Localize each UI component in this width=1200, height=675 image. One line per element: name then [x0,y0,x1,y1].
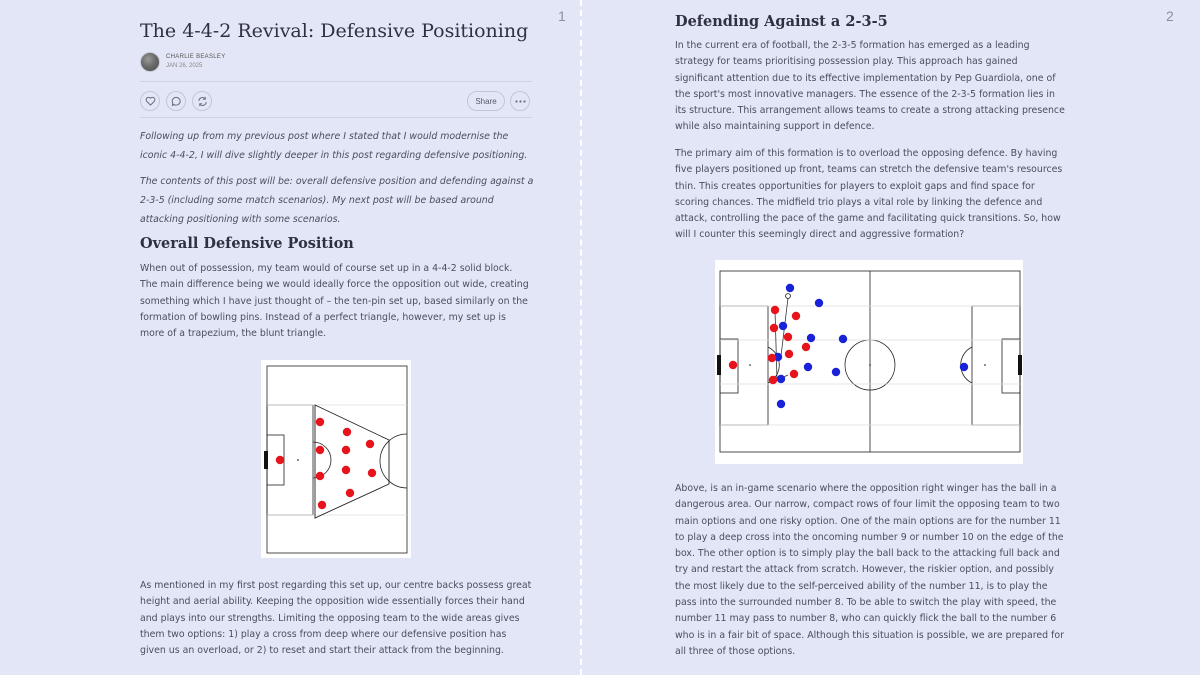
more-button[interactable] [510,91,530,111]
pitch-diagram-442 [261,360,411,558]
player-rst [368,469,376,477]
intro-paragraph-1: Following up from my previous post where I stated that I would modernise the iconic 4-4-2, I will dive slightly deeper in this post regarding defensive positioning. [140,131,528,161]
restack-icon [197,96,208,107]
divider-bottom [140,117,532,118]
player-lst [366,440,374,448]
player-rcm [342,466,350,474]
paragraph-overall-1: When out of possession, my team would of course set up in a 4-4-2 solid block. The main difference being we would ideally force the opposition out wide, creating something which I have just thought of – the ten-pin set up, based similarly on the formation of bowling pins. Instead of a perfect triangle, however, my set up is more of a trapezium, the blunt triangle. [140,263,529,340]
comment-button[interactable] [166,91,186,111]
avatar[interactable] [140,52,160,72]
intro-paragraph-2: The contents of this post will be: overall defensive position and defending against a 2-3-5 (including some match scenarios). My next post will be based around attacking positioning with some scenarios. [140,176,534,225]
like-button[interactable] [140,91,160,111]
paragraph-overall-2: As mentioned in my first post regarding this set up, our centre backs possess great height and aerial ability. Keeping the opposition wide essentially forces their hand and plays into our strengths. Limiting the opposing team to the wide areas gives them two options: 1) play a cross from deep where our defensive position has given us an overload, or 2) to reset and start their attack from the beginning. [140,580,532,657]
author-byline [140,52,226,72]
pitch-diagram-235 [715,260,1023,464]
ball [786,294,791,299]
post-title: The 4-4-2 Revival: Defensive Positioning [140,20,529,42]
player-lcb [316,446,324,454]
paragraph-235-3: Above, is an in-game scenario where the opposition right winger has the ball in a dangerous area. Our narrow, compact rows of four limit the opposing team to two main options and one risky option. One of the main options are for the number 11 to play a deep cross into the oncoming number 9 or number 10 on the edge of the box. The other option is to simply play the ball back to the attacking full back and try and restart the attack from scratch. However, the riskier option, and possibly the most likely due to the self-perceived ability of the number 11, is to play the pass into the surrounded number 8. To be able to switch the play with speed, the number 11 may pass to number 8, who can quickly flick the ball to the number 6 who is in a fair bit of space. Although this situation is possible, we are prepared for all three of those options. [675,483,1064,657]
heart-icon [145,96,156,106]
post-date: JAN 26, 2025 [166,63,203,69]
section-heading-235: Defending Against a 2-3-5 [675,13,888,30]
divider-top [140,81,532,82]
section-heading-overall: Overall Defensive Position [140,235,354,252]
player-rb [318,501,326,509]
player-lb [316,418,324,426]
comment-icon [171,96,182,107]
share-button[interactable]: Share [467,91,505,111]
left-page [0,0,580,675]
player-lm [343,428,351,436]
page-number-right: 2 [1166,8,1174,24]
player-lcm [342,446,350,454]
paragraph-235-1: In the current era of football, the 2-3-5 formation has emerged as a leading strategy for teams prioritising possession play. This approach has gained significant attention due to its effective implementation by Pep Guardiola, one of the sport's most innovative managers. The essence of the 2-3-5 formation lies in its structure. This arrangement allows teams to create a strong attacking presence while also maintaining support in defence. [675,40,1065,133]
post-actions-bar [140,91,532,113]
right-page [582,0,1200,675]
author-name[interactable]: CHARLIE BEASLEY [166,54,226,60]
player-rcb [316,472,324,480]
red-team-players [276,418,376,509]
more-icon [515,100,526,103]
restack-button[interactable] [192,91,212,111]
paragraph-235-2: The primary aim of this formation is to overload the opposing defence. By having five players positioned up front, teams can stretch the defensive team's resources thin. This creates opportunities for players to exploit gaps and find space for scoring chances. The midfield trio plays a vital role by linking the defence and attack, controlling the pace of the game and facilitating quick transitions. So, how will I counter this seemingly direct and aggressive formation? [675,148,1063,241]
page-number-left: 1 [558,8,566,24]
red-team-players [729,306,810,384]
player-gk [276,456,284,464]
player-rm [346,489,354,497]
